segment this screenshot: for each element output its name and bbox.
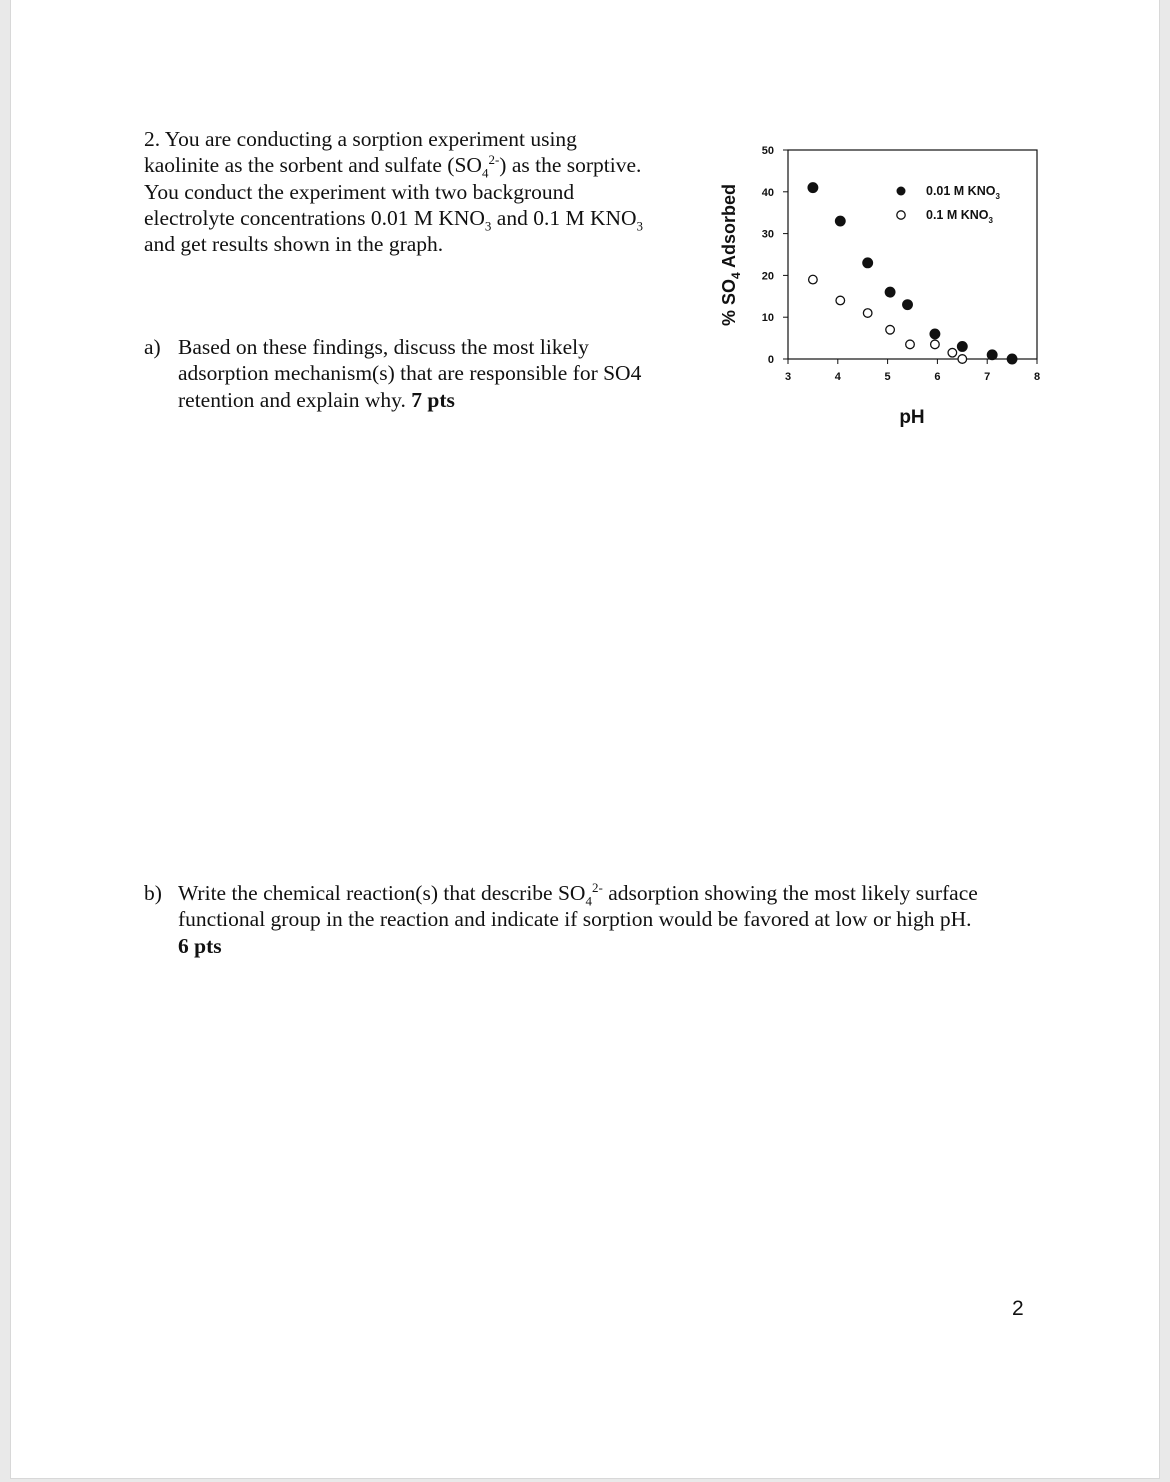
legend-label: 0.1 M $KNO_3$: [926, 208, 993, 225]
x-tick-label: 3: [784, 371, 792, 383]
data-point-0.1M: [931, 340, 940, 349]
data-point-0.01M: [1007, 354, 1017, 364]
part-a-line: Based on these findings, discuss the most likely: [178, 335, 589, 359]
question-line: You conduct the experiment with two background: [144, 179, 575, 204]
data-point-0.1M: [863, 309, 872, 318]
data-point-0.01M: [885, 287, 895, 297]
part-b-label: b): [144, 881, 162, 905]
part-b-line: functional group in the reaction and indicate if sorption would be favored at low or high pH.: [178, 907, 972, 932]
legend-label: 0.01 M $KNO_3$: [926, 184, 1000, 201]
part-a: [144, 334, 641, 413]
subscript: 3: [636, 218, 644, 234]
plot-frame: [788, 150, 1037, 359]
data-point-0.01M: [835, 216, 845, 226]
subscript: 4: [481, 165, 489, 181]
legend-marker-filled: [897, 187, 906, 196]
part-a-line: adsorption mechanism(s) that are responsible for SO4: [178, 361, 642, 386]
subscript: 4: [585, 893, 592, 909]
x-tick-label: 4: [834, 371, 841, 383]
y-axis-label: % $SO_4$ Adsorbed: [719, 183, 743, 327]
y-tick-label: 40: [761, 186, 774, 199]
data-point-0.1M: [948, 348, 957, 357]
y-tick-label: 10: [761, 312, 774, 325]
question-line: and get results shown in the graph.: [144, 232, 444, 257]
part-a-label: a): [144, 335, 161, 359]
x-tick-label: 8: [1033, 371, 1041, 383]
text: ) as the sorptive.: [499, 153, 642, 178]
x-tick-label: 7: [984, 371, 991, 383]
question-2-text: [144, 126, 643, 257]
data-point-0.01M: [930, 329, 940, 339]
part-b-line: [178, 879, 978, 909]
data-point-0.1M: [906, 340, 915, 349]
page-number: 2: [1012, 1297, 1024, 1320]
points: 7 pts: [411, 387, 455, 412]
question-line: [144, 152, 643, 181]
superscript: 2-: [488, 152, 500, 168]
x-axis-label: pH: [899, 407, 925, 428]
question-line: [144, 205, 644, 234]
legend-marker-open: [897, 211, 905, 219]
data-point-0.01M: [863, 258, 873, 268]
y-tick-label: 50: [761, 145, 774, 157]
data-point-0.01M: [958, 342, 968, 352]
question-line: 2. You are conducting a sorption experiment using: [144, 127, 577, 151]
x-tick-label: 5: [884, 371, 891, 383]
text: electrolyte concentrations 0.01 M KNO: [144, 205, 485, 230]
y-tick-label: 20: [761, 270, 774, 283]
y-tick-label: 30: [761, 228, 774, 241]
sorption-chart: [700, 130, 1050, 430]
part-a-line: [178, 387, 641, 413]
x-tick-label: 6: [934, 371, 941, 383]
points: 6 pts: [178, 933, 222, 958]
data-point-0.1M: [836, 296, 845, 305]
text: and 0.1 M KNO: [491, 205, 637, 230]
data-point-0.1M: [809, 275, 818, 284]
data-point-0.01M: [987, 350, 997, 360]
text: Write the chemical reaction(s) that describe SO: [178, 881, 586, 905]
axes: [762, 145, 1040, 383]
legend: [897, 184, 1001, 225]
data-point-0.01M: [808, 183, 818, 193]
data-point-0.1M: [886, 325, 895, 334]
superscript: 2-: [591, 879, 603, 895]
y-tick-label: 0: [767, 354, 774, 366]
text: adsorption showing the most likely surface: [602, 881, 978, 905]
text: retention and explain why.: [178, 387, 412, 412]
data-point-0.1M: [958, 355, 967, 364]
data-point-0.01M: [903, 300, 913, 310]
part-b: [144, 880, 978, 959]
subscript: 3: [484, 218, 492, 234]
text: kaolinite as the sorbent and sulfate (SO: [144, 153, 482, 178]
